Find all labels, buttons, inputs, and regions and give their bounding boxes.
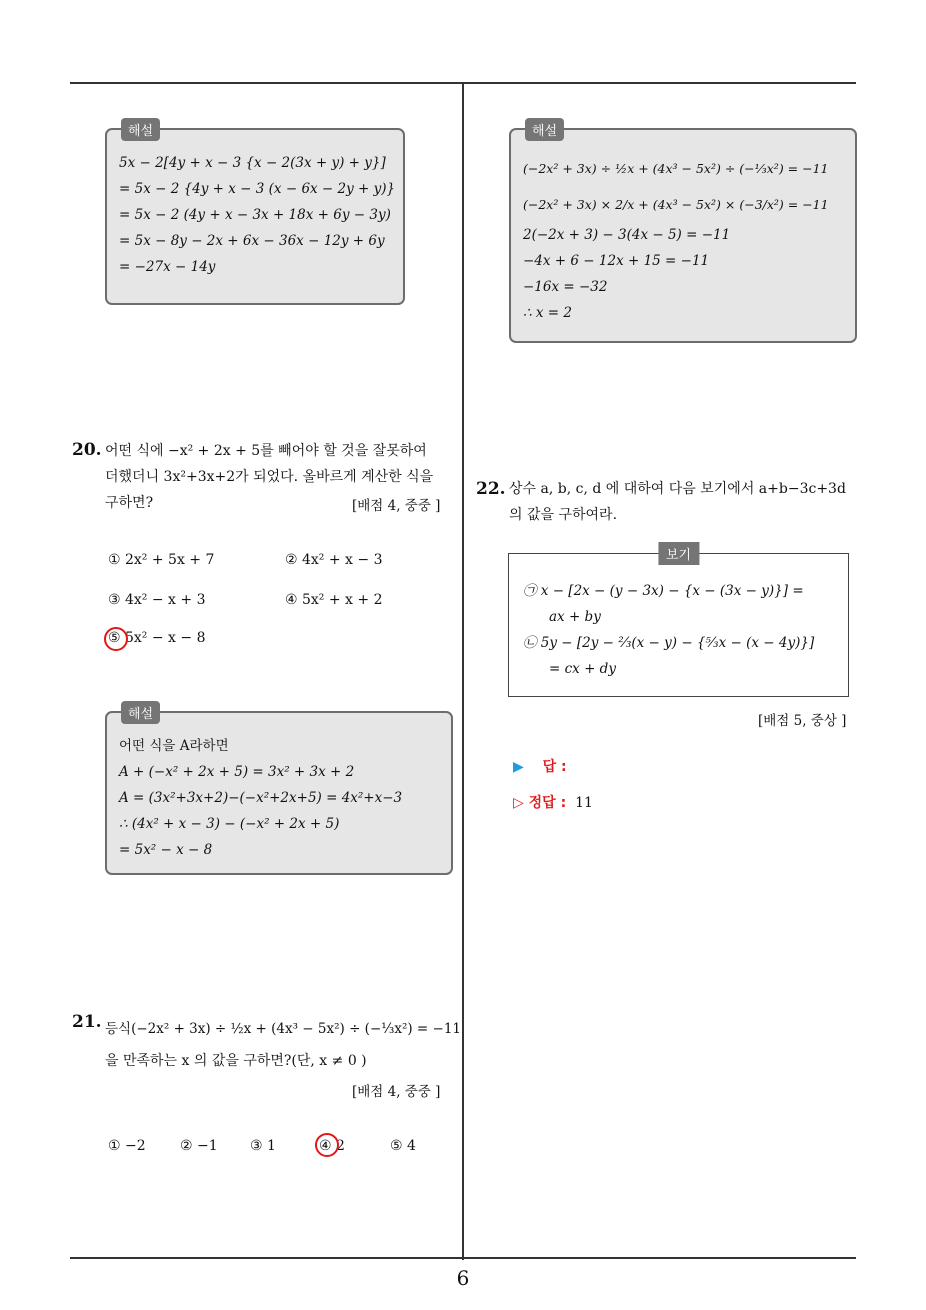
solution-line: = 5x − 8y − 2x + 6x − 36x − 12y + 6y: [119, 233, 385, 249]
bogi-line: ㉠ x − [2x − (y − 3x) − {x − (3x − y)}] =: [523, 583, 804, 599]
choice-21-3[interactable]: ③ 1: [250, 1138, 276, 1154]
solution-box-q21: [509, 124, 857, 343]
solution-line: −4x + 6 − 12x + 15 = −11: [523, 253, 710, 269]
solution-line: ∴ x = 2: [523, 305, 572, 321]
solution-line: 2(−2x + 3) − 3(4x − 5) = −11: [523, 227, 731, 243]
outline-triangle-icon: ▷: [513, 795, 524, 811]
answer-label: 답 :: [542, 759, 567, 775]
question-text-21: [105, 1016, 461, 1074]
choice-20-3[interactable]: ③ 4x² − x + 3: [108, 592, 206, 608]
choice-20-5[interactable]: ⑤ 5x² − x − 8: [108, 630, 206, 646]
column-divider: [462, 82, 464, 1260]
solution-line: = 5x − 2 (4y + x − 3x + 18x + 6y − 3y): [119, 207, 391, 223]
question-line: 의 값을 구하여라.: [509, 507, 618, 523]
answer-row: [513, 756, 567, 776]
question-line: 등식(−2x² + 3x) ÷ ½x + (4x³ − 5x²) ÷ (−⅓x²) = −11: [105, 1021, 462, 1037]
solution-line: (−2x² + 3x) × 2/x + (4x³ − 5x²) × (−3/x²) = −11: [523, 197, 829, 212]
page-number: 6: [456, 1266, 470, 1290]
solution-line: = 5x − 2 {4y + x − 3 (x − 6x − 2y + y)}: [119, 181, 396, 197]
score-21: [배점 4, 중중 ]: [352, 1084, 441, 1100]
correct-answer-row: [513, 792, 593, 812]
choice-20-4[interactable]: ④ 5x² + x + 2: [285, 592, 383, 608]
bogi-box: [508, 548, 849, 697]
solution-line: (−2x² + 3x) ÷ ½x + (4x³ − 5x²) ÷ (−⅓x²) = −11: [523, 161, 829, 176]
choice-20-1[interactable]: ① 2x² + 5x + 7: [108, 552, 215, 568]
question-line: 을 만족하는 x 의 값을 구하면?(단, x ≠ 0 ): [105, 1053, 367, 1069]
choice-21-1[interactable]: ① −2: [108, 1138, 146, 1154]
correct-answer-value: 11: [575, 795, 593, 811]
bogi-line: ax + by: [549, 609, 601, 625]
solution-line: = −27x − 14y: [119, 259, 216, 275]
solution-line: ∴ (4x² + x − 3) − (−x² + 2x + 5): [119, 816, 340, 832]
solution-box-q19: [105, 124, 405, 305]
choice-21-2[interactable]: ② −1: [180, 1138, 218, 1154]
choice-21-5[interactable]: ⑤ 4: [390, 1138, 416, 1154]
question-line: 더했더니 3x²+3x+2가 되었다. 올바르게 계산한 식을: [105, 469, 434, 485]
question-line: 어떤 식에 −x² + 2x + 5를 빼어야 할 것을 잘못하여: [105, 443, 427, 459]
choice-20-2[interactable]: ② 4x² + x − 3: [285, 552, 383, 568]
solution-line: = 5x² − x − 8: [119, 842, 213, 858]
bogi-line: = cx + dy: [549, 661, 616, 677]
question-number-22: 22.: [476, 479, 506, 499]
question-text-22: [509, 476, 861, 528]
score-20: [배점 4, 중중 ]: [352, 498, 441, 514]
solution-line: 5x − 2[4y + x − 3 {x − 2(3x + y) + y}]: [119, 155, 386, 171]
solution-line: 어떤 식을 A라하면: [119, 738, 229, 754]
play-triangle-icon: ▶: [513, 759, 524, 775]
solution-tag: 해설: [121, 118, 160, 141]
question-number-20: 20.: [72, 440, 102, 460]
solution-line: A + (−x² + 2x + 5) = 3x² + 3x + 2: [119, 764, 355, 780]
solution-tag: 해설: [525, 118, 564, 141]
answer-mark-circle: [315, 1133, 339, 1157]
bogi-tag: 보기: [658, 542, 699, 565]
bottom-rule: [70, 1257, 856, 1259]
solution-tag: 해설: [121, 701, 160, 724]
answer-mark-circle: [104, 627, 128, 651]
choice-21-4[interactable]: ④ 2: [319, 1138, 345, 1154]
question-line: 상수 a, b, c, d 에 대하여 다음 보기에서 a+b−3c+3d: [509, 481, 846, 497]
bogi-line: ㉡ 5y − [2y − ⅔(x − y) − {⁵⁄₃x − (x − 4y)}]: [523, 635, 815, 651]
score-22: [배점 5, 중상 ]: [758, 713, 847, 729]
correct-answer-label: 정답 :: [528, 795, 567, 811]
solution-line: −16x = −32: [523, 279, 608, 295]
question-number-21: 21.: [72, 1012, 102, 1032]
solution-box-q20: [105, 707, 453, 875]
solution-line: A = (3x²+3x+2)−(−x²+2x+5) = 4x²+x−3: [119, 790, 403, 806]
question-line: 구하면?: [105, 495, 154, 511]
